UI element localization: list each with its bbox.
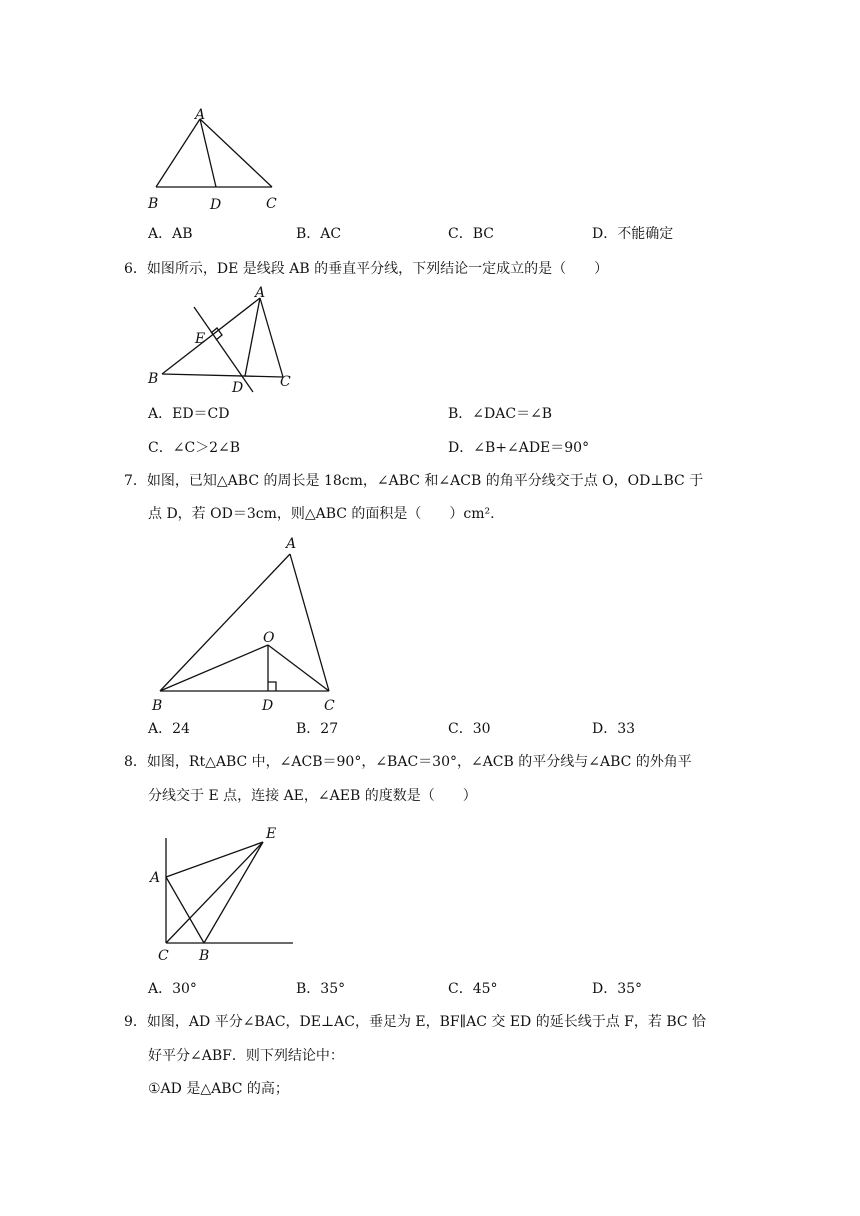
- q6-label-c: C: [280, 374, 291, 390]
- q6-stem: 6．如图所示，DE 是线段 AB 的垂直平分线，下列结论一定成立的是（ ）: [124, 261, 609, 277]
- q8-triangle-figure: [140, 818, 310, 968]
- q6-option-a[interactable]: A．ED＝CD: [148, 406, 230, 422]
- q5-label-d: D: [210, 197, 222, 213]
- q8-label-b: B: [199, 948, 210, 964]
- q7-label-c: C: [324, 698, 335, 714]
- q6-option-b[interactable]: B．∠DAC＝∠B: [448, 406, 553, 422]
- q8-label-e: E: [266, 826, 277, 842]
- q7-stem-line1: 7．如图，已知△ABC 的周长是 18cm，∠ABC 和∠ACB 的角平分线交于点 O，OD⊥BC 于: [124, 473, 704, 489]
- q7-label-d: D: [262, 698, 274, 714]
- q6-option-c[interactable]: C．∠C＞2∠B: [148, 440, 241, 456]
- q8-label-c: C: [158, 948, 169, 964]
- q7-option-d[interactable]: D．33: [592, 721, 636, 737]
- q8-label-a: A: [150, 870, 161, 886]
- q5-label-b: B: [148, 196, 159, 212]
- q7-option-b[interactable]: B．27: [296, 721, 339, 737]
- q9-stem-line2: 好平分∠ABF．则下列结论中：: [148, 1048, 344, 1064]
- q6-option-d[interactable]: D．∠B+∠ADE＝90°: [448, 440, 590, 456]
- q5-label-a: A: [195, 107, 206, 123]
- q7-stem-line2: 点 D，若 OD＝3cm，则△ABC 的面积是（ ）cm².: [148, 506, 495, 522]
- q8-stem-line2: 分线交于 E 点，连接 AE，∠AEB 的度数是（ ）: [148, 788, 477, 804]
- q8-option-b[interactable]: B．35°: [296, 981, 346, 997]
- q5-option-a[interactable]: A．AB: [148, 226, 193, 242]
- q7-label-a: A: [286, 536, 297, 552]
- q5-option-b[interactable]: B．AC: [296, 226, 342, 242]
- q8-stem-line1: 8．如图，Rt△ABC 中，∠ACB＝90°，∠BAC＝30°，∠ACB 的平分线与∠ABC 的外角平: [124, 754, 692, 770]
- q7-option-a[interactable]: A．24: [148, 721, 190, 737]
- q5-option-d[interactable]: D．不能确定: [592, 226, 674, 242]
- q5-option-c[interactable]: C．BC: [448, 226, 494, 242]
- q5-label-c: C: [266, 196, 277, 212]
- q7-label-b: B: [152, 698, 163, 714]
- q6-triangle-figure: [140, 282, 310, 397]
- q8-option-a[interactable]: A．30°: [148, 981, 197, 997]
- q8-option-c[interactable]: C．45°: [448, 981, 498, 997]
- q8-option-d[interactable]: D．35°: [592, 981, 643, 997]
- q6-label-d: D: [232, 380, 244, 396]
- q6-label-a: A: [255, 285, 266, 301]
- q9-statement-1: ①AD 是△ABC 的高；: [148, 1081, 289, 1097]
- q7-option-c[interactable]: C．30: [448, 721, 491, 737]
- q6-label-e: E: [195, 331, 206, 347]
- q6-label-b: B: [148, 371, 159, 387]
- q5-triangle-figure: [140, 105, 290, 215]
- q9-stem-line1: 9．如图，AD 平分∠BAC，DE⊥AC，垂足为 E，BF∥AC 交 ED 的延长线于点 F，若 BC 恰: [124, 1014, 707, 1030]
- q7-triangle-figure: [140, 530, 350, 715]
- q7-label-o: O: [263, 630, 275, 646]
